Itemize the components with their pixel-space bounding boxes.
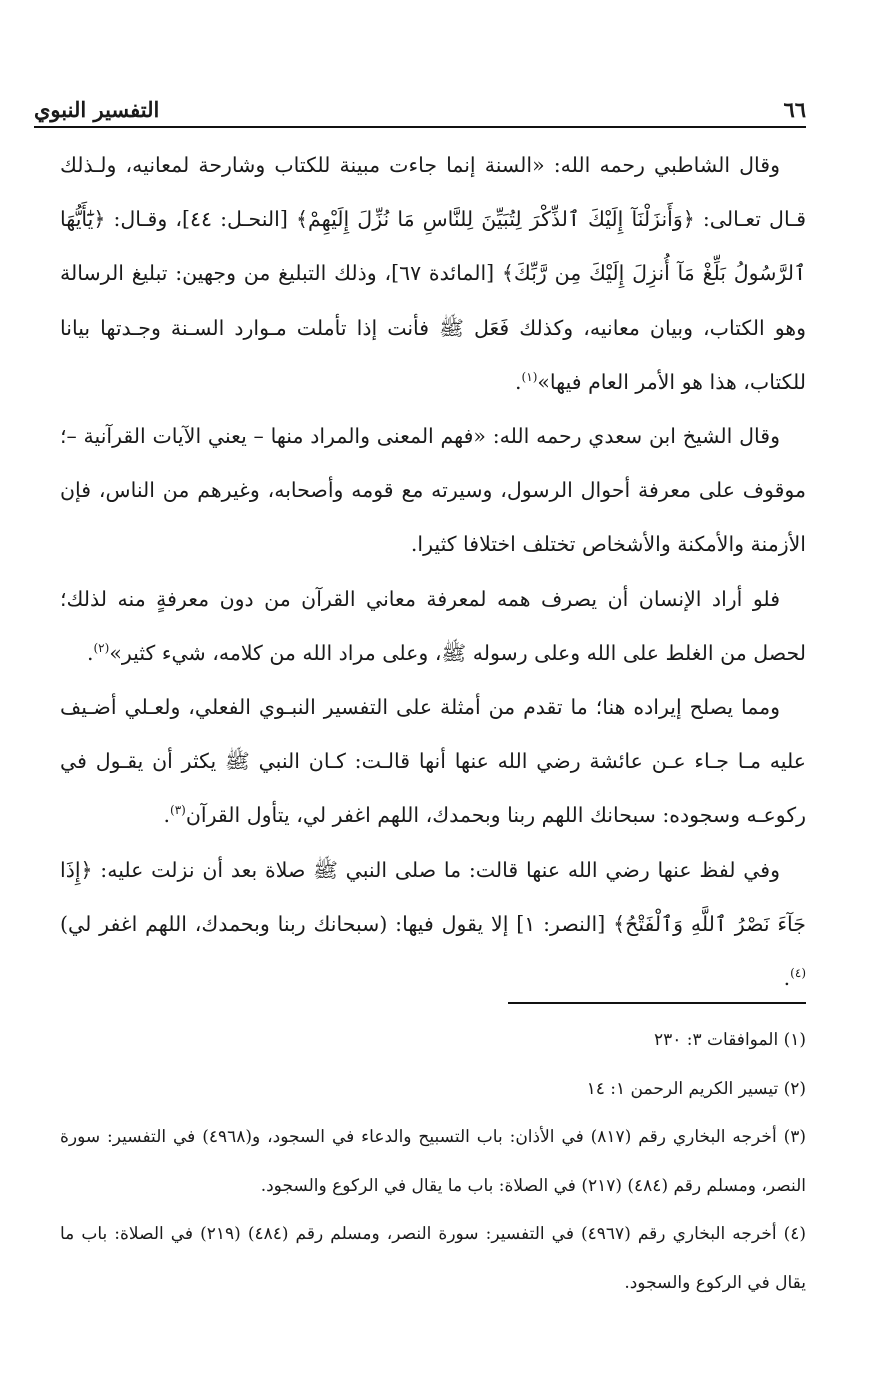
main-text [60, 138, 806, 1005]
footnote-ref: (٣) [170, 803, 186, 818]
header-rule [34, 126, 806, 128]
running-title: التفسير النبوي [34, 96, 160, 122]
footnote-3: (٣) أخرجه البخاري رقم (٨١٧) في الأذان: باب التسبيح والدعاء في السجود، و(٤٩٦٨) في التفسير: سورة النصر، ومسلم رقم (٤٨٤) (٢١٧) في الصلاة: باب ما يقال في الركوع والسجود. [60, 1127, 806, 1196]
paragraph-aisha: ومما يصلح إيراده هنا؛ ما تقدم من أمثلة على التفسير النبـوي الفعلي، ولعـلي أضـيف عليه مـا جـاء عـن عائشة رضي الله عنها أنها قالـت: كـان النبي ﷺ يكثر أن يقـول في ركوعـه وسجوده: سبحانك اللهم ربنا وبحمدك، اللهم اغفر لي، يتأول القرآن$^{(٣)}$. [60, 695, 806, 828]
running-header [34, 94, 806, 124]
paragraph-ibn-saadi: وقال الشيخ ابن سعدي رحمه الله: «فهم المعنى والمراد منها – يعني الآيات القرآنية –؛ موقوف على معرفة أحوال الرسول، وسيرته مع قومه وأصحابه، وغيرهم من الناس، فإن الأزمنة والأمكنة والأشخاص تختلف اختلافا كثيرا. [60, 424, 806, 557]
paragraph-aisha-variant: وفي لفظ عنها رضي الله عنها قالت: ما صلى النبي ﷺ صلاة بعد أن نزلت عليه: ﴿إِذَا جَآءَ نَصْرُ ٱللَّهِ وَٱلْفَتْحُ﴾ [النصر: ١] إلا يقول فيها: (سبحانك ربنا وبحمدك، اللهم اغفر لي)$^{(٤)}$. [60, 857, 806, 991]
footnote-ref: (٢) [93, 641, 110, 655]
footnote-ref: (٤) [790, 966, 806, 981]
footnotes [60, 1016, 806, 1307]
footnote-1: (١) الموافقات ٣: ٢٣٠ [653, 1030, 806, 1050]
page-number: ٦٦ [783, 96, 806, 122]
footnote-ref: (١) [521, 369, 538, 384]
footnote-2: (٢) تيسير الكريم الرحمن ١: ١٤ [586, 1078, 806, 1099]
paragraph-shatibi: وقال الشاطبي رحمه الله: «السنة إنما جاءت مبينة للكتاب وشارحة لمعانيه، ولـذلك قـال تعـالى: ﴿وَأَنزَلْنَآ إِلَيْكَ ٱلذِّكْرَ لِتُبَيِّنَ لِلنَّاسِ مَا نُزِّلَ إِلَيْهِمْ﴾ [النحـل: ٤٤]، وقـال: ﴿يَٰٓأَيُّهَا ٱلرَّسُولُ بَلِّغْ مَآ أُنزِلَ إِلَيْكَ مِن رَّبِّكَ﴾ [المائدة ٦٧]، وذلك التبليغ من وجهين: تبليغ الرسالة وهو الكتاب، وبيان معانيه، وكذلك فَعَل ﷺ فأنت إذا تأملت مـوارد السـنة وجـدتها بيانا للكتاب، هذا هو الأمر العام فيها»$^{(١)}$. [60, 153, 806, 394]
footnote-4: (٤) أخرجه البخاري رقم (٤٩٦٧) في التفسير: سورة النصر، ومسلم رقم (٤٨٤) (٢١٩) في الصلاة: باب ما يقال في الركوع والسجود. [60, 1224, 807, 1293]
paragraph-ibn-saadi-cont: فلو أراد الإنسان أن يصرف همه لمعرفة معاني القرآن من دون معرفةٍ منه لذلك؛ لحصل من الغلط على الله وعلى رسوله ﷺ، وعلى مراد الله من كلامه، شيء كثير»$^{(٢)}$. [60, 586, 806, 665]
footnote-separator [508, 1002, 806, 1004]
